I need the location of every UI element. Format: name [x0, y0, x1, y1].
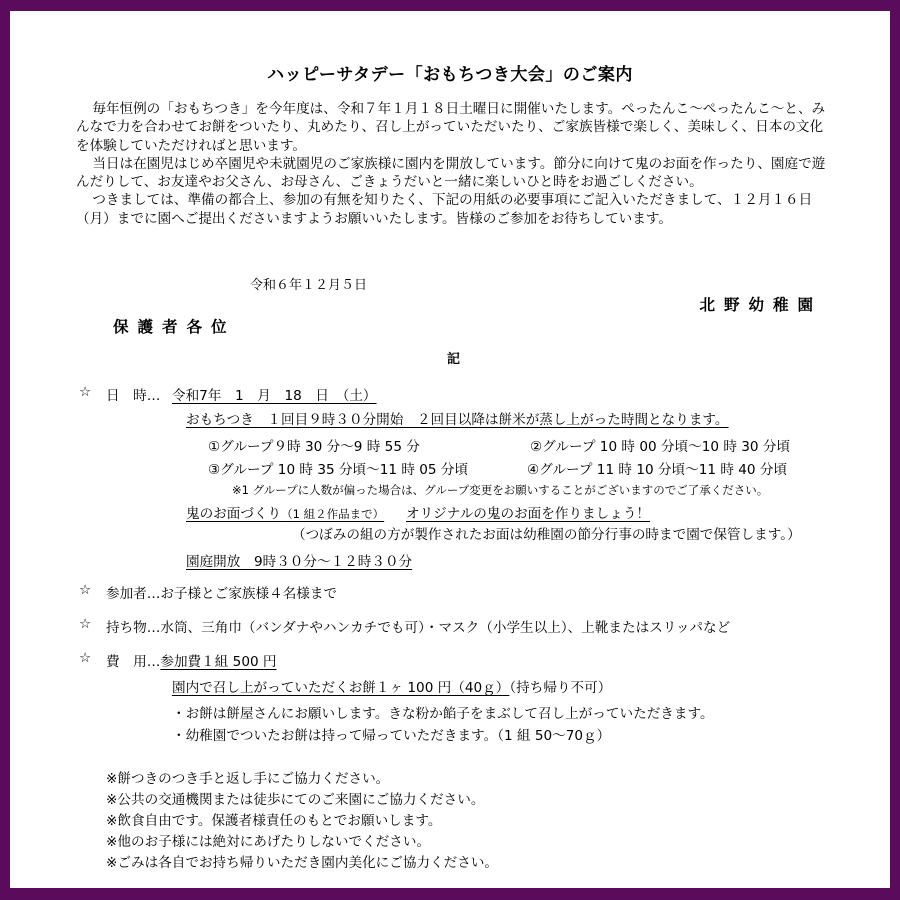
intro-text	[76, 100, 836, 228]
fee-text: 参加費１組 500 円	[160, 654, 277, 670]
note-1: ※餅つきのつき手と返し手にご協力ください。	[106, 771, 390, 787]
event-date: 令和7年 1 月 18 日 （土）	[172, 388, 377, 404]
group-1: ①グループ９時 30 分～9 時 55 分	[208, 439, 420, 455]
group-2: ②グループ 10 時 00 分頃～10 時 30 分頃	[530, 439, 791, 455]
mochitsuki-schedule: おもちつき １回目９時３０分開始 ２回目以降は餅米が蒸し上がった時間となります。	[186, 412, 729, 428]
fee-label: 費 用…	[106, 654, 161, 670]
mask-note: （つぼみの組の方が製作されたお面は幼稚園の節分行事の時まで園で保管します。）	[292, 527, 801, 543]
intro-paragraph-2: 当日は在園児はじめ卒園児や未就園児のご家族様に園内を開放しています。節分に向けて鬼のお面を作ったり、園庭で遊んだりして、お友達やお父さん、お母さん、ごきょうだいと一緒に楽しいひと時をお過ごしください。	[76, 155, 826, 191]
group-3: ③グループ 10 時 35 分頃～11 時 05 分頃	[208, 462, 469, 478]
star-icon: ☆	[79, 582, 92, 598]
star-icon: ☆	[79, 384, 92, 400]
participants-label: 参加者…	[106, 586, 161, 602]
note-4: ※他のお子様には絶対にあげたりしないでください。	[106, 834, 431, 850]
group-4: ④グループ 11 時 10 分頃～11 時 40 分頃	[527, 462, 788, 478]
garden-open: 園庭開放 9時３０分～１２時３０分	[186, 554, 413, 570]
mask-label: 鬼のお面づくり	[186, 506, 282, 522]
fee-line	[106, 650, 277, 670]
rice-cake-price: 園内で召し上がっていただくお餅１ヶ 100 円（40ｇ）	[172, 680, 510, 696]
issue-date: 令和６年１２月５日	[250, 278, 368, 293]
ki-heading: 記	[447, 352, 461, 367]
belongings-text: 水筒、三角巾（バンダナやハンカチでも可）・マスク（小学生以上）、上靴またはスリッパなど	[160, 620, 731, 636]
fee-bullet-2: ・幼稚園でついたお餅は持って帰っていただきます。（1 組 50～70ｇ）	[172, 728, 611, 744]
participants-text: お子様とご家族様４名様まで	[160, 586, 338, 602]
intro-paragraph-3: つきましては、準備の都合上、参加の有無を知りたく、下記の用紙の必要事項にご記入いただきまして、１２月１６日（月）までに園へご提出くださいますようお願いいたします。皆様のご参加をお待ちしています。	[76, 192, 813, 227]
fee-bullet-1: ・お餅は餅屋さんにお願いします。きな粉か餡子をまぶして召し上がっていただきます。	[172, 706, 714, 722]
belongings-label: 持ち物…	[106, 620, 161, 636]
intro-paragraph-1: 毎年恒例の「おもちつき」を今年度は、令和７年１月１８日土曜日に開催いたします。ぺったんこ～ぺったんこ～と、みんなで力を合わせてお餅をついたり、丸めたり、召し上がっていただいたり、ご家族皆様で楽しく、美味しく、日本の文化を体験していただければと思います。	[76, 101, 826, 154]
mask-making	[186, 502, 384, 522]
rice-cake-note: （持ち帰り不可）	[509, 680, 612, 696]
mask-call: オリジナルの鬼のお面を作りましょう！	[406, 506, 651, 522]
rice-cake-line	[172, 676, 611, 696]
addressee: 保護者各位	[113, 318, 236, 336]
schedule-label: 日 時…	[106, 388, 161, 404]
star-icon: ☆	[79, 650, 92, 666]
note-5: ※ごみは各自でお持ち帰りいただき園内美化にご協力ください。	[106, 855, 499, 871]
school-name: 北野幼稚園	[699, 296, 822, 314]
star-icon: ☆	[79, 616, 92, 632]
belongings-line	[106, 616, 730, 636]
note-3: ※飲食自由です。保護者様責任のもとでお願いします。	[106, 813, 442, 829]
mask-count: （1 組２作品まで）	[281, 507, 385, 521]
participants-line	[106, 582, 337, 602]
group-note: ※1 グループに人数が偏った場合は、グループ変更をお願いすることがございますのでご了承ください。	[232, 483, 769, 497]
note-2: ※公共の交通機関または徒歩にてのご来園にご協力ください。	[106, 792, 485, 808]
notice-title: ハッピーサタデー「おもちつき大会」のご案内	[267, 65, 633, 85]
